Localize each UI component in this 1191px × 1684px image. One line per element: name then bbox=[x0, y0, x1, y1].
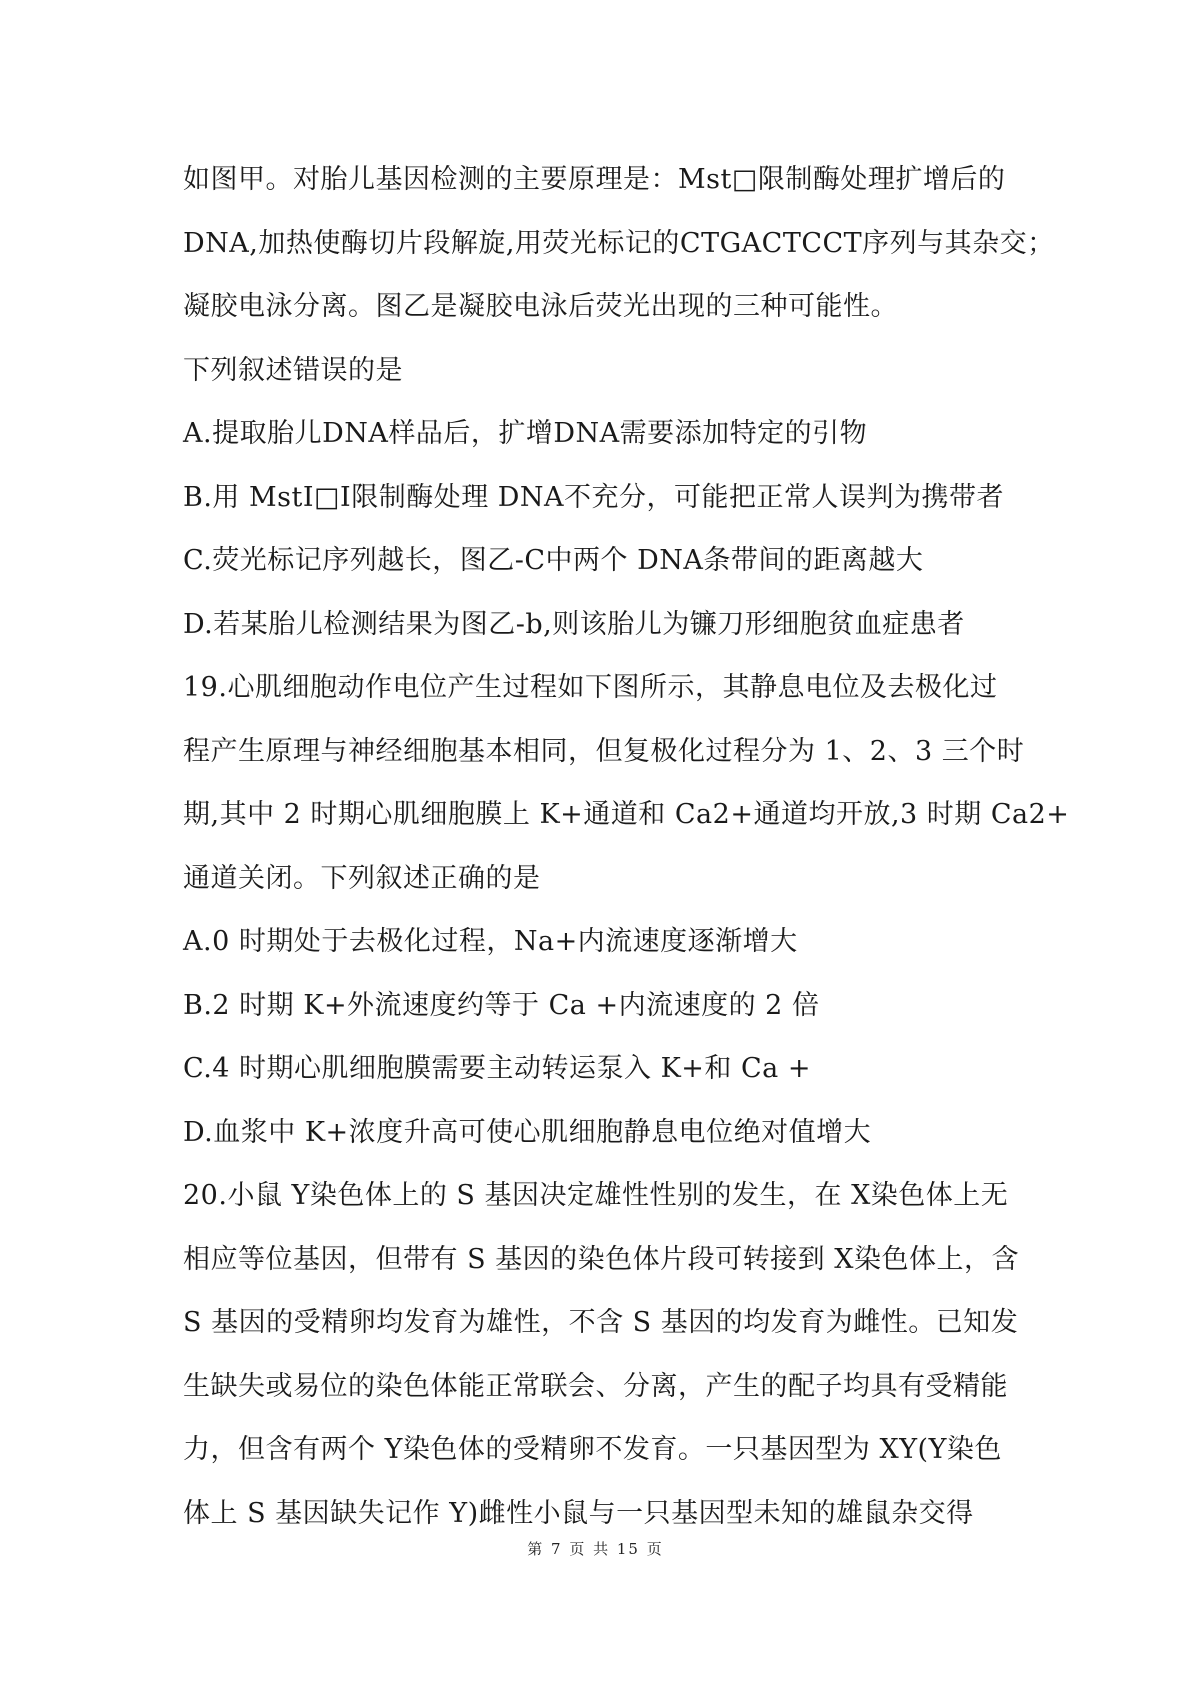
option-d: D.血浆中 K+浓度升高可使心肌细胞静息电位绝对值增大 bbox=[183, 1116, 872, 1148]
document-body bbox=[183, 148, 1070, 1545]
option-a: A.0 时期处于去极化过程，Na+内流速度逐渐增大 bbox=[183, 926, 798, 957]
text-line: DNA,加热使酶切片段解旋,用荧光标记的CTGACTCCT序列与其杂交； bbox=[183, 227, 1055, 259]
text-line: 生缺失或易位的染色体能正常联会、分离，产生的配子均具有受精能 bbox=[183, 1370, 1008, 1402]
option-b: B.2 时期 K+外流速度约等于 Ca +内流速度的 2 倍 bbox=[183, 989, 820, 1021]
question-prompt: 下列叙述错误的是 bbox=[183, 354, 403, 386]
option-c: C.4 时期心肌细胞膜需要主动转运泵入 K+和 Ca + bbox=[183, 1053, 811, 1084]
option-c: C.荧光标记序列越长，图乙-C中两个 DNA条带间的距离越大 bbox=[183, 545, 924, 576]
question-prompt: 通道关闭。下列叙述正确的是 bbox=[183, 862, 541, 894]
text-line: 力，但含有两个 Y染色体的受精卵不发育。一只基因型为 XY(Y染色 bbox=[183, 1434, 1002, 1465]
option-b: B.用 MstI□I限制酶处理 DNA不充分，可能把正常人误判为携带者 bbox=[183, 481, 1005, 513]
text-line: 相应等位基因，但带有 S 基因的染色体片段可转接到 X染色体上，含 bbox=[183, 1243, 1019, 1275]
option-a: A.提取胎儿DNA样品后，扩增DNA需要添加特定的引物 bbox=[183, 418, 868, 449]
text-line: 如图甲。对胎儿基因检测的主要原理是：Mst□限制酶处理扩增后的 bbox=[183, 164, 1006, 195]
text-line: 凝胶电泳分离。图乙是凝胶电泳后荧光出现的三种可能性。 bbox=[183, 291, 898, 322]
text-line: 程产生原理与神经细胞基本相同，但复极化过程分为 1、2、3 三个时 bbox=[183, 735, 1025, 767]
text-line: S 基因的受精卵均发育为雄性，不含 S 基因的均发育为雌性。已知发 bbox=[183, 1307, 1019, 1338]
page-number-footer: 第 7 页 共 15 页 bbox=[527, 1540, 664, 1558]
question-19-text: 19.心肌细胞动作电位产生过程如下图所示，其静息电位及去极化过 bbox=[183, 672, 998, 703]
option-d: D.若某胎儿检测结果为图乙-b,则该胎儿为镰刀形细胞贫血症患者 bbox=[183, 608, 965, 640]
question-20-text: 20.小鼠 Y染色体上的 S 基因决定雄性性别的发生，在 X染色体上无 bbox=[183, 1180, 1009, 1211]
text-line: 体上 S 基因缺失记作 Y)雌性小鼠与一只基因型未知的雄鼠杂交得 bbox=[183, 1497, 974, 1529]
text-line: 期,其中 2 时期心肌细胞膜上 K+通道和 Ca2+通道均开放,3 时期 Ca2+ bbox=[183, 799, 1070, 830]
